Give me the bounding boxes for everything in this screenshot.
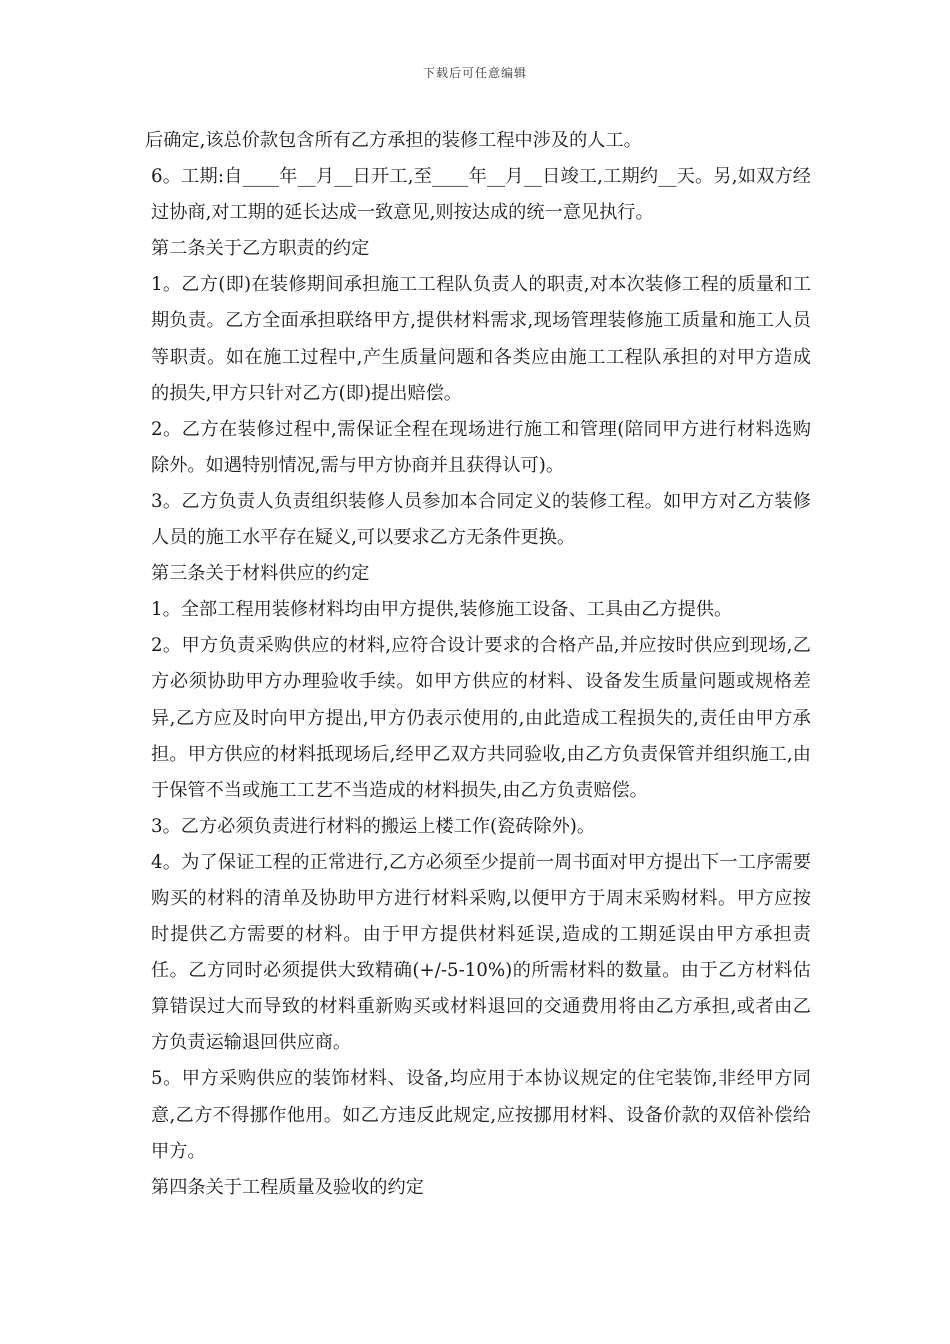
section-heading: 第四条关于工程质量及验收的约定 xyxy=(151,1176,424,1198)
paragraph: 5。甲方采购供应的装饰材料、设备,均应用于本协议规定的住宅装饰,非经甲方同意,乙方不得挪作他用。如乙方违反此规定,应按挪用材料、设备价款的双倍补偿给甲方。 xyxy=(151,1068,811,1162)
paragraph: 4。为了保证工程的正常进行,乙方必须至少提前一周书面对甲方提出下一工序需要购买的材料的清单及协助甲方进行材料采购,以便甲方于周末采购材料。甲方应按时提供乙方需要的材料。由于甲方提供材料延误,造成的工期延误由甲方承担责任。乙方同时必须提供大致精确(+/-5-10%)的所需材料的数量。由于乙方材料估算错误过大而导致的材料重新购买或材料退回的交通费用将由乙方承担,或者由乙方负责运输退回供应商。 xyxy=(151,851,811,1054)
section-heading: 第二条关于乙方职责的约定 xyxy=(151,238,370,260)
paragraph: 3。乙方必须负责进行材料的搬运上楼工作(瓷砖除外)。 xyxy=(151,815,596,837)
section-heading: 第三条关于材料供应的约定 xyxy=(151,563,370,585)
document-body xyxy=(145,123,811,1206)
paragraph: 1。乙方(即)在装修期间承担施工工程队负责人的职责,对本次装修工程的质量和工期负责。乙方全面承担联络甲方,提供材料需求,现场管理装修施工质量和施工人员等职责。如在施工过程中,产生质量问题和各类应由施工工程队承担的对甲方造成的损失,甲方只针对乙方(即)提出赔偿。 xyxy=(151,274,811,404)
paragraph: 6。工期:自____年__月__日开工,至____年__月__日竣工,工期约__天。另,如双方经过协商,对工期的延长达成一致意见,则按达成的统一意见执行。 xyxy=(151,166,811,224)
paragraph: 2。乙方在装修过程中,需保证全程在现场进行施工和管理(陪同甲方进行材料选购除外。如遇特别情况,需与甲方协商并且获得认可)。 xyxy=(151,418,811,476)
paragraph: 3。乙方负责人负责组织装修人员参加本合同定义的装修工程。如甲方对乙方装修人员的施工水平存在疑义,可以要求乙方无条件更换。 xyxy=(151,490,811,549)
paragraph: 2。甲方负责采购供应的材料,应符合设计要求的合格产品,并应按时供应到现场,乙方必须协助甲方办理验收手续。如甲方供应的材料、设备发生质量问题或规格差异,乙方应及时向甲方提出,甲方仍表示使用的,由此造成工程损失的,责任由甲方承担。甲方供应的材料抵现场后,经甲乙双方共同验收,由乙方负责保管并组织施工,由于保管不当或施工工艺不当造成的材料损失,由乙方负责赔偿。 xyxy=(151,635,811,801)
paragraph: 后确定,该总价款包含所有乙方承担的装修工程中涉及的人工。 xyxy=(145,130,642,151)
paragraph: 1。全部工程用装修材料均由甲方提供,装修施工设备、工具由乙方提供。 xyxy=(151,599,733,621)
page-header: 下载后可任意编辑 xyxy=(422,66,527,80)
